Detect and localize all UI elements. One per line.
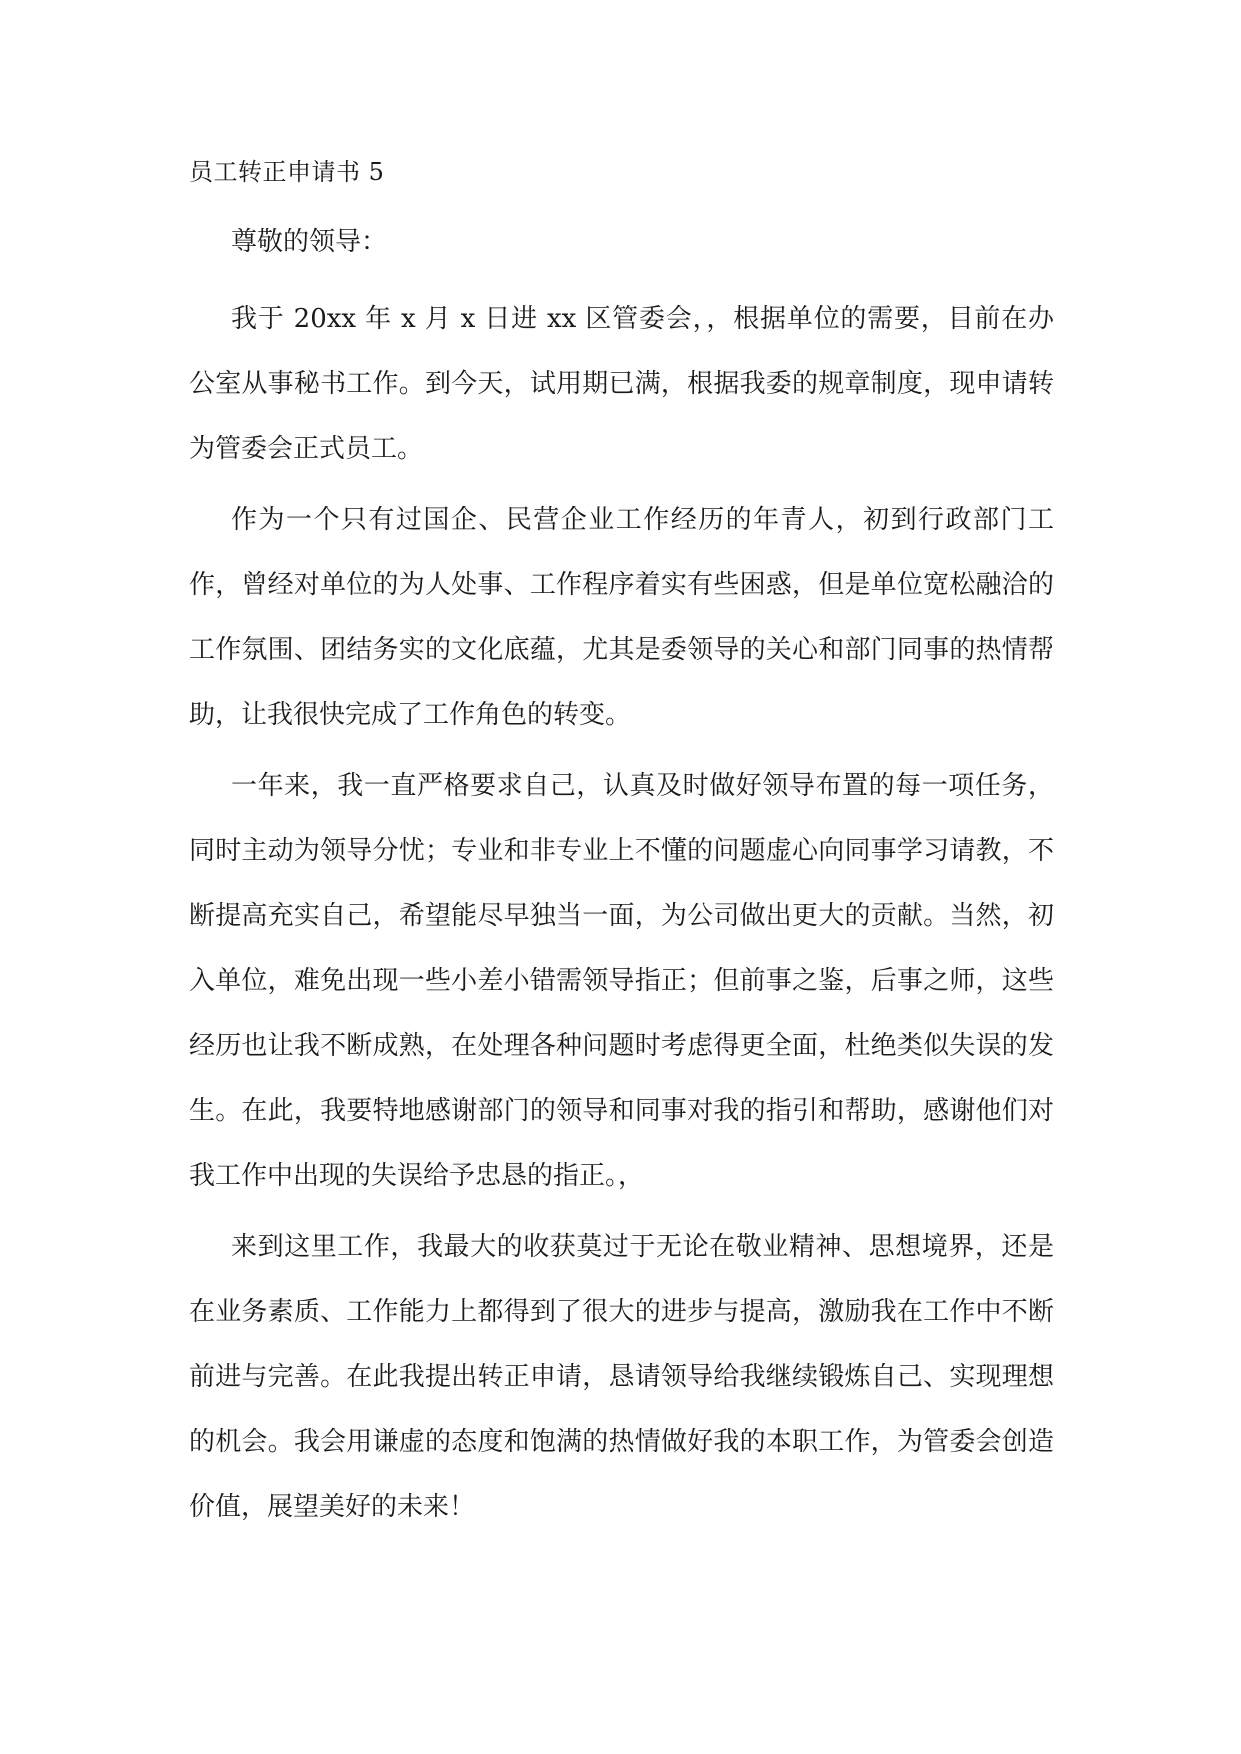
document-page <box>189 160 1054 1540</box>
document-title: 员工转正申请书 5 <box>189 158 385 186</box>
paragraph-3: 一年来，我一直严格要求自己，认真及时做好领导布置的每一项任务，同时主动为领导分忧；专业和非专业上不懂的问题虚心向同事学习请教，不断提高充实自己，希望能尽早独当一面，为公司做出更大的贡献。当然，初入单位，难免出现一些小差小错需领导指正；但前事之鉴，后事之师，这些经历也让我不断成熟，在处理各种问题时考虑得更全面，杜绝类似失误的发生。在此，我要特地感谢部门的领导和同事对我的指引和帮助，感谢他们对我工作中出现的失误给予忠恳的指正。， <box>189 771 1054 1191</box>
paragraph-1: 我于 20xx 年 x 月 x 日进 xx 区管委会，，根据单位的需要，目前在办公室从事秘书工作。到今天，试用期已满，根据我委的规章制度，现申请转为管委会正式员工。 <box>189 304 1054 464</box>
paragraph-2: 作为一个只有过国企、民营企业工作经历的年青人，初到行政部门工作，曾经对单位的为人处事、工作程序着实有些困惑，但是单位宽松融洽的工作氛围、团结务实的文化底蕴，尤其是委领导的关心和部门同事的热情帮助，让我很快完成了工作角色的转变。 <box>189 505 1054 730</box>
paragraph-4: 来到这里工作，我最大的收获莫过于无论在敬业精神、思想境界，还是在业务素质、工作能力上都得到了很大的进步与提高，激励我在工作中不断前进与完善。在此我提出转正申请，恳请领导给我继续锻炼自己、实现理想的机会。我会用谦虚的态度和饱满的热情做好我的本职工作，为管委会创造价值，展望美好的未来！ <box>189 1232 1054 1522</box>
salutation: 尊敬的领导： <box>231 227 388 257</box>
